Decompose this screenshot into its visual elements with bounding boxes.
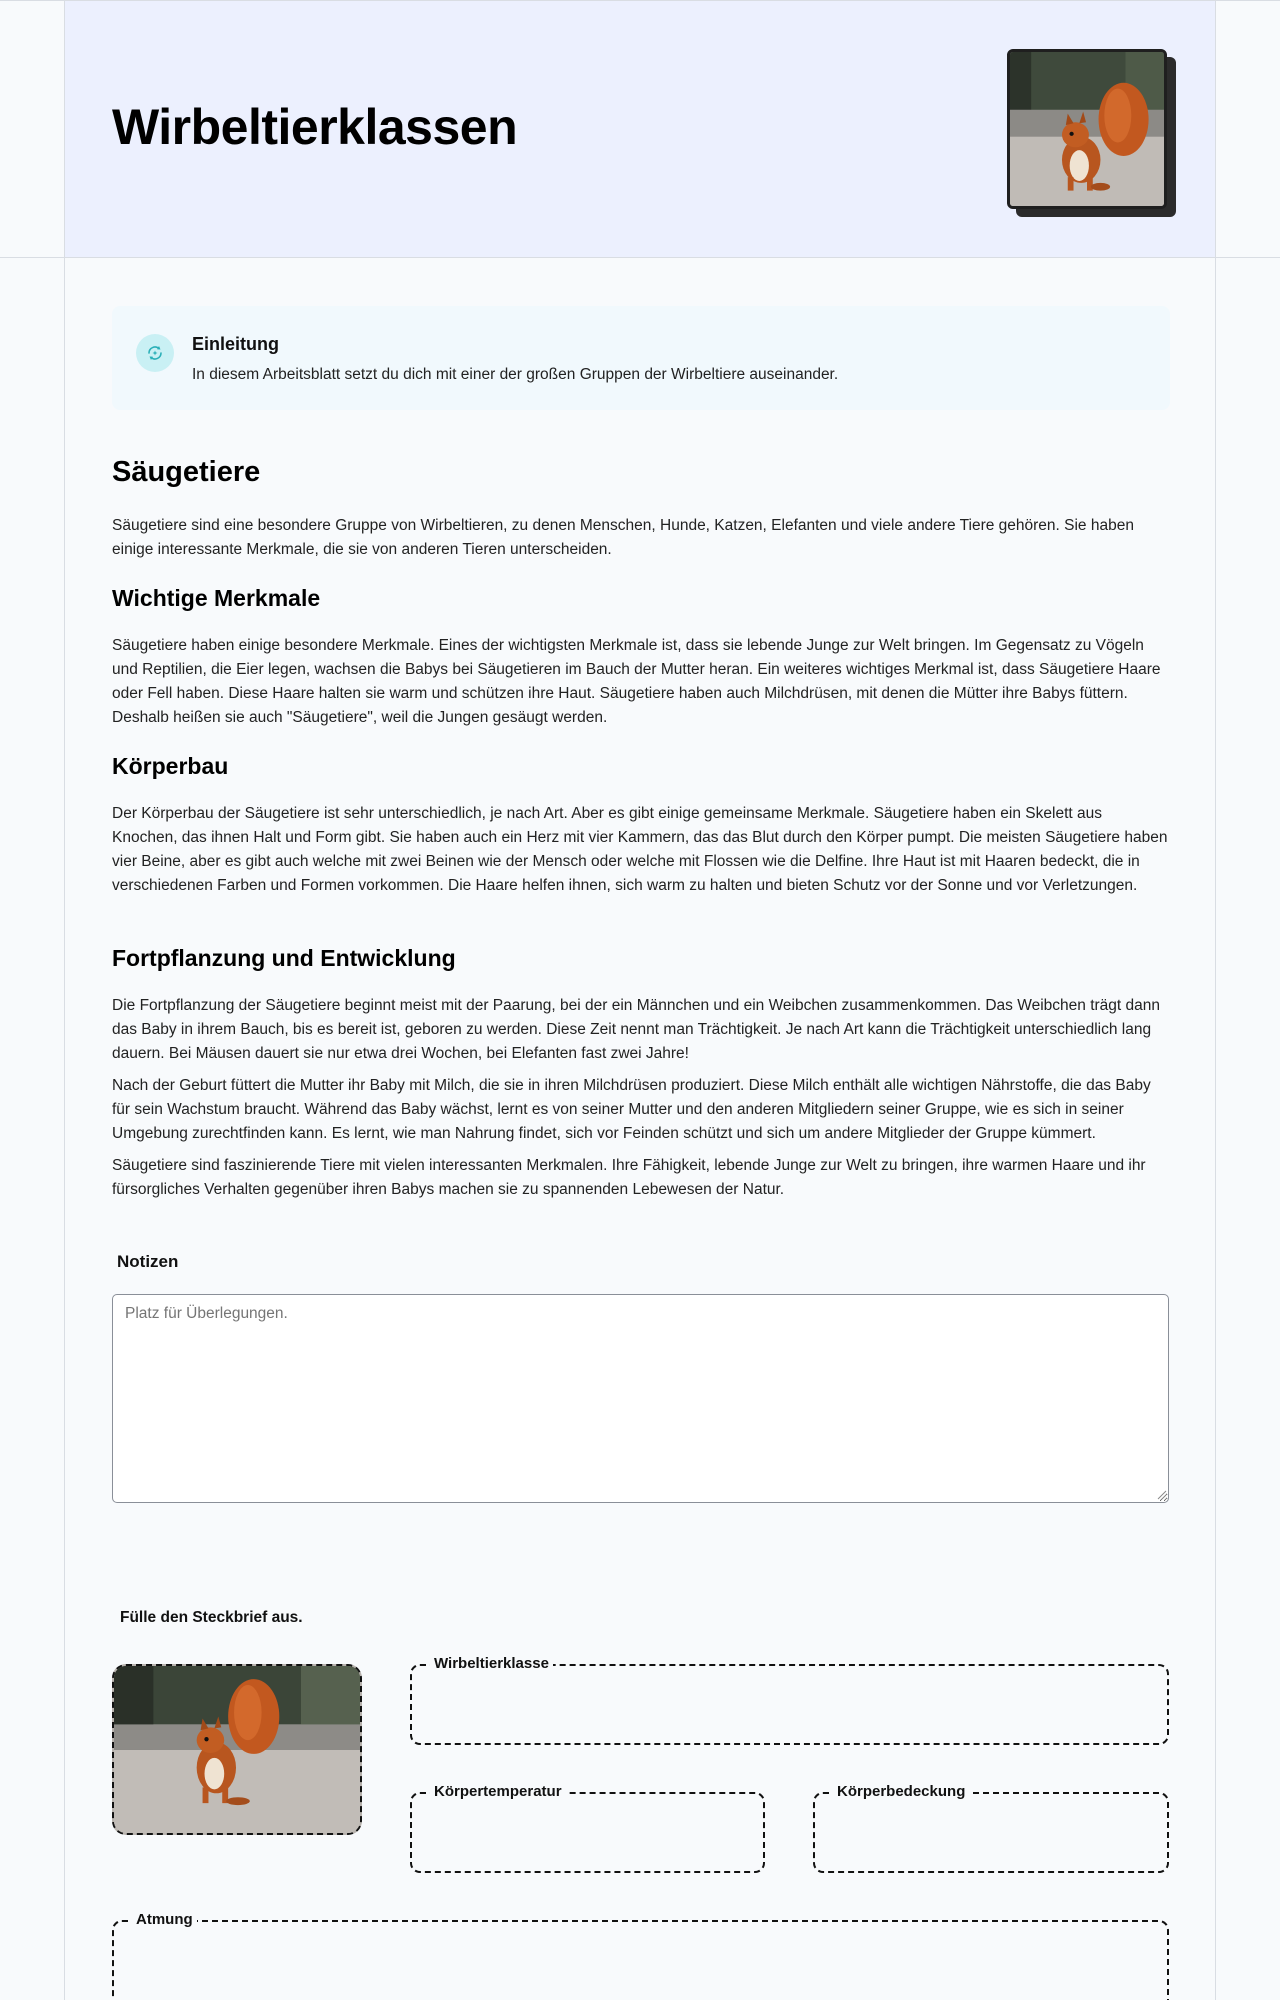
intro-heading: Einleitung xyxy=(192,334,279,354)
field-atmung[interactable] xyxy=(112,1911,1169,2000)
resize-grip-icon[interactable] xyxy=(1157,1490,1167,1500)
field-label-atmung: Atmung xyxy=(132,1911,197,1929)
paragraph: Der Körperbau der Säugetiere ist sehr unterschiedlich, je nach Art. Aber es gibt einige gemeinsame Merkmale. Säugetiere haben ein Skelett aus Knochen, das ihnen Halt und Form gibt. Sie haben auch ein Herz mit vier Kammern, das das Blut durch den Körper pumpt. Die meisten Säugetiere haben vier Beine, aber es gibt auch welche mit zwei Beinen wie der Mensch oder welche mit Flossen wie die Delfine. Ihre Haut ist mit Haaren bedeckt, die in verschiedenen Farben und Formen vorkommen. Die Haare helfen ihnen, sich warm zu halten und bieten Schutz vor der Sonne und vor Verletzungen. xyxy=(112,805,1168,894)
paragraph: Nach der Geburt füttert die Mutter ihr Baby mit Milch, die sie in ihren Milchdrüsen produziert. Diese Milch enthält alle wichtigen Nährstoffe, die das Baby für sein Wachstum braucht. Während das Baby wächst, lernt es von seiner Mutter und den anderen Mitgliedern seiner Gruppe, wie es sich in seiner Umgebung zurechtfinden kann. Es lernt, wie man Nahrung findet, sich vor Feinden schützt und sich um andere Mitglieder der Gruppe kümmert. xyxy=(112,1077,1151,1142)
field-koerpertemperatur[interactable] xyxy=(410,1783,765,1873)
page-title: Wirbeltierklassen xyxy=(112,99,518,155)
notes-textarea[interactable] xyxy=(112,1294,1169,1503)
section-merkmale xyxy=(112,634,1170,730)
section-fortpflanzung-2 xyxy=(112,1074,1170,1146)
section-heading-koerperbau: Körperbau xyxy=(112,753,229,779)
field-label-koerperbedeckung: Körperbedeckung xyxy=(833,1783,969,1801)
section-heading-merkmale: Wichtige Merkmale xyxy=(112,585,321,611)
steckbrief-instruction: Fülle den Steckbrief aus. xyxy=(120,1609,303,1626)
squirrel-photo-steckbrief xyxy=(112,1664,362,1835)
section-koerperbau xyxy=(112,802,1170,898)
page-border-right xyxy=(1215,0,1216,2000)
intro-callout xyxy=(112,306,1170,410)
refresh-sparkle-icon xyxy=(136,334,174,372)
squirrel-photo xyxy=(1007,49,1167,209)
header-divider xyxy=(0,257,1280,258)
section-heading-fortpflanzung: Fortpflanzung und Entwicklung xyxy=(112,945,456,971)
article-title: Säugetiere xyxy=(112,456,261,488)
field-koerperbedeckung[interactable] xyxy=(813,1783,1169,1873)
field-label-koerpertemperatur: Körpertemperatur xyxy=(430,1783,566,1801)
paragraph: Die Fortpflanzung der Säugetiere beginnt meist mit der Paarung, bei der ein Männchen und ein Weibchen zusammenkommen. Das Weibchen trägt dann das Baby in ihrem Bauch, bis es bereit ist, geboren zu werden. Diese Zeit nennt man Trächtigkeit. Je nach Art kann die Trächtigkeit unterschiedlich lang dauern. Bei Mäusen dauert sie nur etwa drei Wochen, bei Elefanten fast zwei Jahre! xyxy=(112,997,1160,1062)
paragraph: Säugetiere sind faszinierende Tiere mit vielen interessanten Merkmalen. Ihre Fähigkeit, lebende Junge zur Welt zu bringen, ihre warmen Haare und ihr fürsorgliches Verhalten gegenüber ihren Babys machen sie zu spannenden Lebewesen der Natur. xyxy=(112,1157,1146,1198)
intro-paragraph: Säugetiere sind eine besondere Gruppe von Wirbeltieren, zu denen Menschen, Hunde, Katzen, Elefanten und viele andere Tiere gehören. Sie haben einige interessante Merkmale, die sie von anderen Tieren unterscheiden. xyxy=(112,517,1134,558)
section-fortpflanzung-3 xyxy=(112,1154,1170,1202)
intro-paragraph-block xyxy=(112,514,1170,562)
field-wirbeltierklasse[interactable] xyxy=(410,1655,1169,1745)
notes-label: Notizen xyxy=(117,1252,179,1271)
field-label-wirbeltierklasse: Wirbeltierklasse xyxy=(430,1655,553,1673)
section-fortpflanzung xyxy=(112,994,1170,1066)
page-border-left xyxy=(64,0,65,2000)
paragraph: Säugetiere haben einige besondere Merkmale. Eines der wichtigsten Merkmale ist, dass sie lebende Junge zur Welt bringen. Im Gegensatz zu Vögeln und Reptilien, die Eier legen, wachsen die Babys bei Säugetieren im Bauch der Mutter heran. Ein weiteres wichtiges Merkmal ist, dass Säugetiere Haare oder Fell haben. Diese Haare halten sie warm und schützen ihre Haut. Säugetiere haben auch Milchdrüsen, mit denen die Mütter ihre Babys füttern. Deshalb heißen sie auch "Säugetiere", weil die Jungen gesäugt werden. xyxy=(112,637,1161,726)
intro-text: In diesem Arbeitsblatt setzt du dich mit einer der großen Gruppen der Wirbeltiere auseinander. xyxy=(192,366,839,383)
